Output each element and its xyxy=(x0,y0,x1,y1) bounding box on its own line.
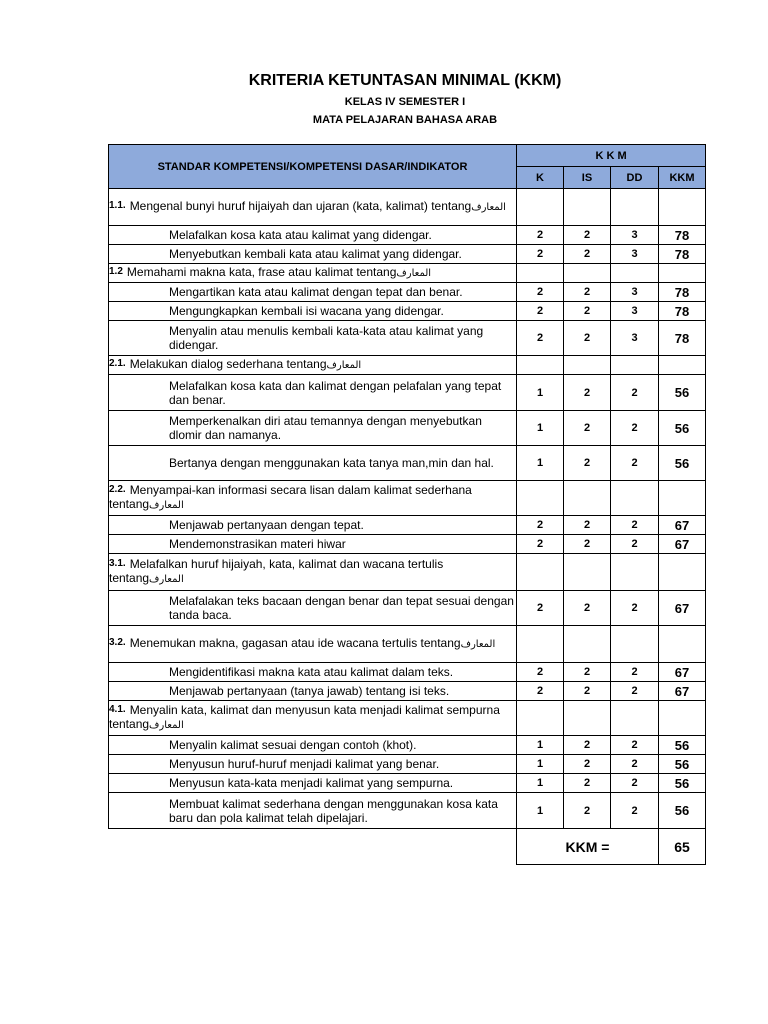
value-k-cell: 1 xyxy=(517,411,564,446)
value-is-cell: 2 xyxy=(564,411,611,446)
value-k-cell: 2 xyxy=(517,682,564,701)
indicator-cell xyxy=(109,283,517,302)
value-is-cell xyxy=(564,481,611,516)
indicator-row xyxy=(109,736,706,755)
indicator-wrap xyxy=(109,776,516,790)
standar-header: STANDAR KOMPETENSI/KOMPETENSI DASAR/INDIKATOR xyxy=(109,145,517,189)
indicator-row xyxy=(109,535,706,554)
indicator-text: Menyusun huruf-huruf menjadi kalimat yang benar. xyxy=(169,757,440,771)
col-is-header: IS xyxy=(564,167,611,189)
value-kkm-cell: 78 xyxy=(659,226,706,245)
indicator-wrap xyxy=(109,414,516,442)
indicator-wrap xyxy=(109,379,516,407)
indicator-cell xyxy=(109,736,517,755)
value-is-cell xyxy=(564,626,611,663)
value-k-cell: 2 xyxy=(517,516,564,535)
bullet-icon xyxy=(153,228,169,242)
indicator-text: Mengungkapkan kembali isi wacana yang didengar. xyxy=(169,304,444,318)
bullet-icon xyxy=(153,456,169,470)
bullet-icon xyxy=(153,776,169,790)
indicator-text: Menyebutkan kembali kata atau kalimat yang didengar. xyxy=(169,247,462,261)
value-is-cell: 2 xyxy=(564,245,611,264)
indicator-text: Mendemonstrasikan materi hiwar xyxy=(169,537,346,551)
indicator-wrap xyxy=(109,304,516,318)
bullet-icon xyxy=(153,379,169,407)
indicator-wrap xyxy=(109,665,516,679)
value-kkm-cell: 67 xyxy=(659,591,706,626)
indicator-cell xyxy=(109,446,517,481)
indicator-wrap xyxy=(109,324,516,352)
value-is-cell xyxy=(564,189,611,226)
indicator-wrap xyxy=(109,594,516,622)
value-dd-cell: 2 xyxy=(611,516,659,535)
value-kkm-cell xyxy=(659,626,706,663)
indicator-cell xyxy=(109,774,517,793)
value-dd-cell: 2 xyxy=(611,535,659,554)
indicator-row xyxy=(109,321,706,356)
value-kkm-cell xyxy=(659,189,706,226)
bullet-icon xyxy=(153,247,169,261)
value-dd-cell xyxy=(611,701,659,736)
indicator-row xyxy=(109,283,706,302)
value-is-cell xyxy=(564,264,611,283)
value-kkm-cell: 67 xyxy=(659,682,706,701)
value-is-cell: 2 xyxy=(564,682,611,701)
value-dd-cell xyxy=(611,189,659,226)
value-k-cell xyxy=(517,189,564,226)
col-dd-header: DD xyxy=(611,167,659,189)
indicator-text: Menyusun kata-kata menjadi kalimat yang sempurna. xyxy=(169,776,454,790)
competency-cell xyxy=(109,481,517,516)
competency-text: Menyalin kata, kalimat dan menyusun kata menjadi kalimat sempurna tentang xyxy=(109,703,500,731)
indicator-wrap xyxy=(109,518,516,532)
bullet-icon xyxy=(153,757,169,771)
indicator-cell xyxy=(109,793,517,829)
competency-number: 3.2. xyxy=(109,637,126,648)
indicator-row xyxy=(109,793,706,829)
competency-text: Menyampai-kan informasi secara lisan dalam kalimat sederhana tentang xyxy=(109,483,472,511)
competency-text: Memahami makna kata, frase atau kalimat tentang xyxy=(126,265,397,279)
indicator-row xyxy=(109,663,706,682)
indicator-row xyxy=(109,755,706,774)
bullet-icon xyxy=(153,684,169,698)
indicator-text: Memperkenalkan diri atau temannya dengan menyebutkan dlomir dan namanya. xyxy=(169,414,482,442)
indicator-cell xyxy=(109,321,517,356)
value-is-cell: 2 xyxy=(564,591,611,626)
competency-row xyxy=(109,356,706,375)
indicator-wrap xyxy=(109,537,516,551)
bullet-icon xyxy=(153,324,169,352)
value-dd-cell xyxy=(611,356,659,375)
value-kkm-cell: 78 xyxy=(659,321,706,356)
indicator-wrap xyxy=(109,684,516,698)
indicator-cell xyxy=(109,591,517,626)
subject-subtitle: MATA PELAJARAN BAHASA ARAB xyxy=(312,114,498,126)
indicator-wrap xyxy=(109,285,516,299)
bullet-icon xyxy=(153,304,169,318)
competency-cell xyxy=(109,701,517,736)
value-kkm-cell xyxy=(659,701,706,736)
value-kkm-cell: 56 xyxy=(659,446,706,481)
value-kkm-cell: 67 xyxy=(659,535,706,554)
bullet-icon xyxy=(153,414,169,442)
value-k-cell: 2 xyxy=(517,321,564,356)
competency-row xyxy=(109,481,706,516)
competency-number: 2.2. xyxy=(109,484,126,495)
indicator-cell xyxy=(109,226,517,245)
value-dd-cell xyxy=(611,626,659,663)
arabic-word: المعارف xyxy=(149,720,184,731)
indicator-row xyxy=(109,591,706,626)
value-k-cell: 1 xyxy=(517,736,564,755)
col-k-header: K xyxy=(517,167,564,189)
indicator-row xyxy=(109,302,706,321)
competency-text: Mengenal bunyi huruf hijaiyah dan ujaran (kata, kalimat) tentang xyxy=(129,199,472,213)
value-k-cell: 2 xyxy=(517,591,564,626)
value-k-cell xyxy=(517,626,564,663)
value-k-cell xyxy=(517,481,564,516)
indicator-cell xyxy=(109,411,517,446)
value-k-cell: 2 xyxy=(517,663,564,682)
indicator-row xyxy=(109,411,706,446)
value-k-cell: 2 xyxy=(517,283,564,302)
value-dd-cell xyxy=(611,481,659,516)
indicator-text: Mengartikan kata atau kalimat dengan tepat dan benar. xyxy=(169,285,463,299)
value-kkm-cell: 56 xyxy=(659,774,706,793)
value-is-cell xyxy=(564,701,611,736)
value-is-cell: 2 xyxy=(564,446,611,481)
indicator-cell xyxy=(109,682,517,701)
value-is-cell: 2 xyxy=(564,736,611,755)
indicator-text: Membuat kalimat sederhana dengan menggunakan kosa kata baru dan pola kalimat telah dipelajari. xyxy=(169,796,498,825)
competency-text: Melafalkan huruf hijaiyah, kata, kalimat dan wacana tertulis tentang xyxy=(109,557,444,585)
value-dd-cell: 3 xyxy=(611,283,659,302)
value-k-cell xyxy=(517,356,564,375)
value-kkm-cell: 56 xyxy=(659,375,706,411)
value-is-cell xyxy=(564,554,611,591)
value-is-cell: 2 xyxy=(564,535,611,554)
competency-cell xyxy=(109,264,517,283)
indicator-cell xyxy=(109,375,517,411)
competency-number: 2.1. xyxy=(109,358,126,369)
arabic-word: المعارف xyxy=(149,500,184,511)
indicator-text: Mengidentifikasi makna kata atau kalimat dalam teks. xyxy=(169,665,454,679)
value-k-cell: 2 xyxy=(517,245,564,264)
indicator-row xyxy=(109,245,706,264)
value-kkm-cell: 56 xyxy=(659,736,706,755)
indicator-cell xyxy=(109,516,517,535)
bullet-icon xyxy=(153,537,169,551)
value-k-cell: 1 xyxy=(517,774,564,793)
competency-row xyxy=(109,554,706,591)
value-kkm-cell: 67 xyxy=(659,663,706,682)
indicator-wrap xyxy=(109,757,516,771)
indicator-text: Melafalakan teks bacaan dengan benar dan tepat sesuai dengan tanda baca. xyxy=(169,594,514,622)
value-k-cell xyxy=(517,554,564,591)
competency-row xyxy=(109,189,706,226)
competency-cell xyxy=(109,626,517,663)
value-dd-cell: 2 xyxy=(611,663,659,682)
indicator-wrap xyxy=(109,738,516,752)
value-is-cell: 2 xyxy=(564,321,611,356)
bullet-icon xyxy=(153,594,169,622)
value-dd-cell: 3 xyxy=(611,245,659,264)
competency-number: 4.1. xyxy=(109,704,126,715)
competency-text: Menemukan makna, gagasan atau ide wacana tertulis tentang xyxy=(129,636,461,650)
value-dd-cell: 3 xyxy=(611,226,659,245)
value-dd-cell: 3 xyxy=(611,321,659,356)
competency-cell xyxy=(109,356,517,375)
value-kkm-cell: 78 xyxy=(659,302,706,321)
indicator-text: Menjawab pertanyaan (tanya jawab) tentang isi teks. xyxy=(169,684,450,698)
kkm-group-header: K K M xyxy=(517,145,706,167)
arabic-word: المعارف xyxy=(460,639,496,650)
competency-number: 1.1. xyxy=(109,200,126,211)
indicator-row xyxy=(109,516,706,535)
value-dd-cell: 3 xyxy=(611,302,659,321)
indicator-row xyxy=(109,375,706,411)
arabic-word: المعارف xyxy=(326,360,362,371)
bullet-icon xyxy=(153,797,169,825)
value-k-cell: 2 xyxy=(517,302,564,321)
competency-row xyxy=(109,701,706,736)
value-kkm-cell xyxy=(659,481,706,516)
competency-row xyxy=(109,626,706,663)
indicator-wrap xyxy=(109,456,516,470)
value-is-cell: 2 xyxy=(564,302,611,321)
value-kkm-cell xyxy=(659,356,706,375)
bullet-icon xyxy=(153,285,169,299)
page-title: KRITERIA KETUNTASAN MINIMAL (KKM) xyxy=(248,72,562,89)
value-k-cell xyxy=(517,264,564,283)
value-k-cell: 2 xyxy=(517,535,564,554)
total-kkm-label: KKM = xyxy=(517,829,659,865)
indicator-text: Melafalkan kosa kata dan kalimat dengan pelafalan yang tepat dan benar. xyxy=(169,378,502,407)
class-semester-subtitle: KELAS IV SEMESTER I xyxy=(344,96,466,108)
value-dd-cell xyxy=(611,264,659,283)
indicator-cell xyxy=(109,535,517,554)
indicator-cell xyxy=(109,755,517,774)
value-is-cell: 2 xyxy=(564,283,611,302)
bullet-icon xyxy=(153,518,169,532)
indicator-wrap xyxy=(109,797,516,825)
value-dd-cell: 2 xyxy=(611,682,659,701)
indicator-wrap xyxy=(109,228,516,242)
competency-row xyxy=(109,264,706,283)
indicator-cell xyxy=(109,663,517,682)
value-k-cell: 1 xyxy=(517,793,564,829)
value-dd-cell: 2 xyxy=(611,755,659,774)
value-kkm-cell: 56 xyxy=(659,755,706,774)
value-kkm-cell: 78 xyxy=(659,245,706,264)
arabic-word: المعارف xyxy=(471,202,506,213)
value-k-cell: 1 xyxy=(517,446,564,481)
arabic-word: المعارف xyxy=(149,574,184,585)
value-dd-cell: 2 xyxy=(611,793,659,829)
value-is-cell: 2 xyxy=(564,755,611,774)
competency-number: 1.2 xyxy=(109,266,123,277)
arabic-word: المعارف xyxy=(396,268,432,279)
value-kkm-cell xyxy=(659,554,706,591)
indicator-row xyxy=(109,226,706,245)
value-is-cell: 2 xyxy=(564,793,611,829)
kkm-table xyxy=(108,144,706,865)
value-k-cell: 1 xyxy=(517,375,564,411)
value-dd-cell: 2 xyxy=(611,736,659,755)
indicator-text: Bertanya dengan menggunakan kata tanya man,min dan hal. xyxy=(169,456,494,470)
indicator-text: Menjawab pertanyaan dengan tepat. xyxy=(169,518,364,532)
value-dd-cell xyxy=(611,554,659,591)
competency-number: 3.1. xyxy=(109,558,126,569)
value-is-cell: 2 xyxy=(564,516,611,535)
value-kkm-cell xyxy=(659,264,706,283)
value-is-cell xyxy=(564,356,611,375)
total-kkm-value: 65 xyxy=(659,829,706,865)
indicator-text: Menyalin kalimat sesuai dengan contoh (khot). xyxy=(169,738,417,752)
value-kkm-cell: 56 xyxy=(659,793,706,829)
indicator-row xyxy=(109,774,706,793)
value-kkm-cell: 67 xyxy=(659,516,706,535)
bullet-icon xyxy=(153,738,169,752)
value-dd-cell: 2 xyxy=(611,411,659,446)
value-is-cell: 2 xyxy=(564,375,611,411)
value-k-cell: 1 xyxy=(517,755,564,774)
indicator-cell xyxy=(109,245,517,264)
indicator-row xyxy=(109,682,706,701)
value-dd-cell: 2 xyxy=(611,591,659,626)
value-k-cell: 2 xyxy=(517,226,564,245)
value-is-cell: 2 xyxy=(564,226,611,245)
value-kkm-cell: 78 xyxy=(659,283,706,302)
value-k-cell xyxy=(517,701,564,736)
value-dd-cell: 2 xyxy=(611,774,659,793)
value-is-cell: 2 xyxy=(564,774,611,793)
kkm-table-body xyxy=(109,189,706,829)
indicator-text: Menyalin atau menulis kembali kata-kata atau kalimat yang didengar. xyxy=(169,324,484,352)
competency-cell xyxy=(109,554,517,591)
value-is-cell: 2 xyxy=(564,663,611,682)
indicator-cell xyxy=(109,302,517,321)
footer-spacer xyxy=(109,829,517,865)
value-kkm-cell: 56 xyxy=(659,411,706,446)
col-kkm-header: KKM xyxy=(659,167,706,189)
value-dd-cell: 2 xyxy=(611,375,659,411)
competency-text: Melakukan dialog sederhana tentang xyxy=(129,357,327,371)
indicator-row xyxy=(109,446,706,481)
indicator-wrap xyxy=(109,247,516,261)
indicator-text: Melafalkan kosa kata atau kalimat yang didengar. xyxy=(169,228,432,242)
competency-cell xyxy=(109,189,517,226)
bullet-icon xyxy=(153,665,169,679)
value-dd-cell: 2 xyxy=(611,446,659,481)
